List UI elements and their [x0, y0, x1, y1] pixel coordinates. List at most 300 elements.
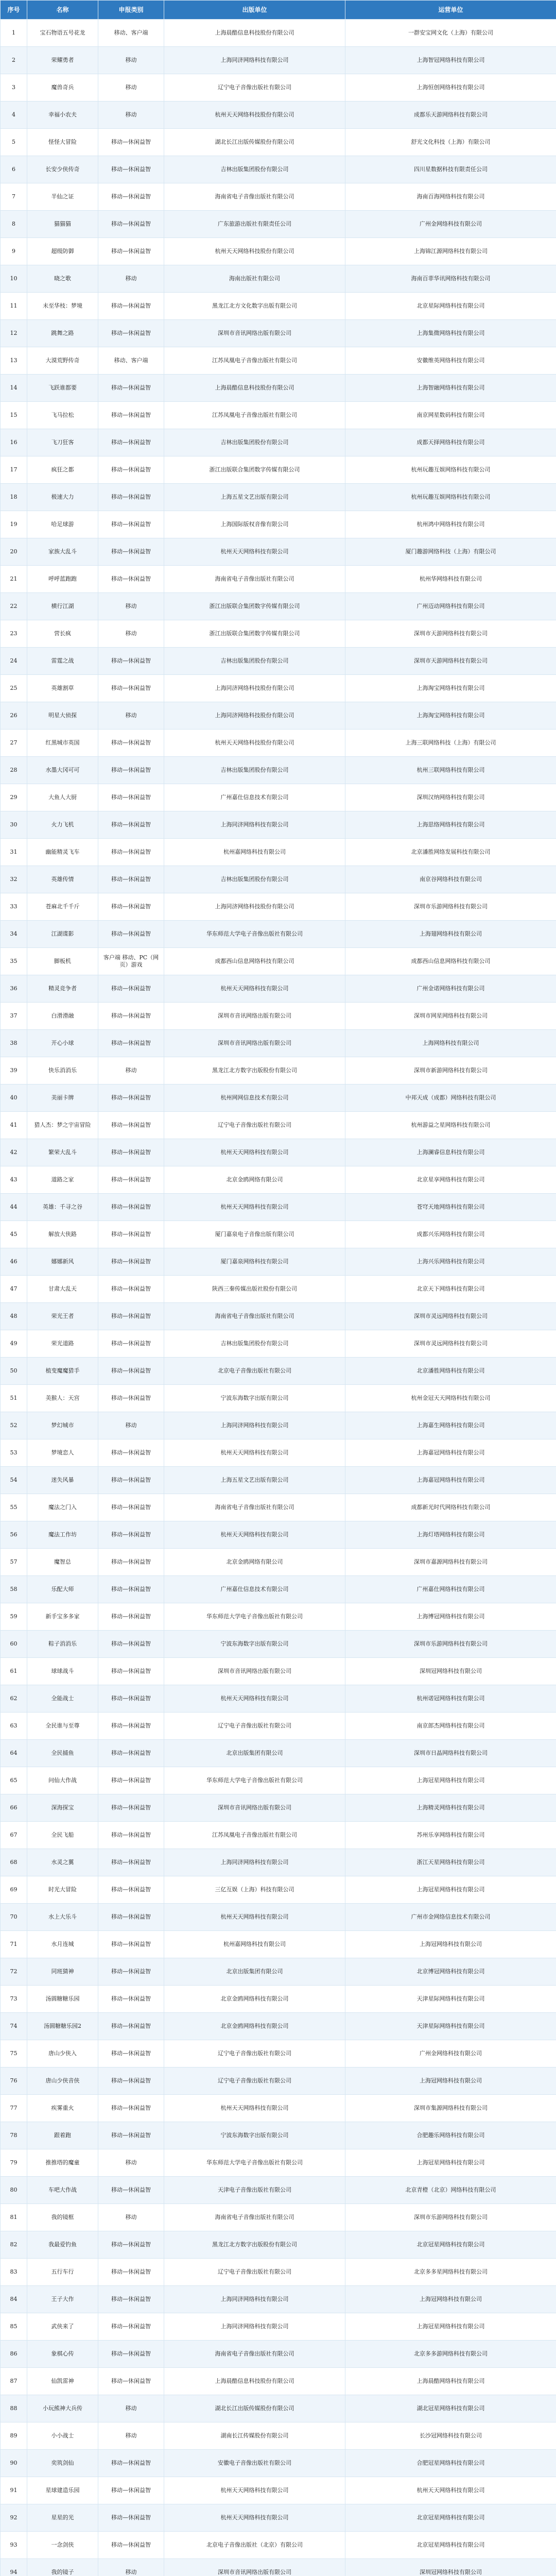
cell-category: 移动—休闲益智 [98, 2341, 164, 2368]
cell-no: 83 [1, 2259, 27, 2286]
cell-category: 移动—休闲益智 [98, 320, 164, 347]
column-header-publisher: 出版单位 [164, 1, 345, 20]
cell-category: 移动 [98, 2204, 164, 2231]
table-row [1, 2368, 556, 2395]
table-row [1, 1958, 556, 1986]
cell-no: 59 [1, 1603, 27, 1631]
cell-category: 移动—休闲益智 [98, 866, 164, 893]
table-row [1, 2177, 556, 2204]
cell-operator: 上海三联网络科技（上海）有限公司 [345, 730, 556, 757]
cell-operator: 广州金网络科技有限公司 [345, 211, 556, 238]
cell-operator: 杭州鸿中网络科技有限公司 [345, 511, 556, 538]
cell-publisher: 杭州天天网络科技有限公司 [164, 1904, 345, 1931]
table-row [1, 1658, 556, 1685]
cell-operator: 深圳市乐游网络科技有限公司 [345, 2204, 556, 2231]
column-header-no: 序号 [1, 1, 27, 20]
cell-category: 移动—休闲益智 [98, 2231, 164, 2259]
cell-no: 34 [1, 921, 27, 948]
cell-operator: 广州金诺网络科技有限公司 [345, 975, 556, 1003]
cell-no: 44 [1, 1194, 27, 1221]
cell-publisher: 辽宁电子音像出版社有限公司 [164, 2259, 345, 2286]
cell-name: 快乐消消乐 [27, 1057, 98, 1084]
table-row [1, 2559, 556, 2576]
cell-operator: 上海精灵网络科技有限公司 [345, 1794, 556, 1822]
cell-name: 小玩熊神大兵传 [27, 2395, 98, 2422]
cell-no: 68 [1, 1849, 27, 1876]
cell-operator: 上海嘉冠网络科技有限公司 [345, 1439, 556, 1467]
cell-operator: 苍穹天地网络科技有限公司 [345, 1194, 556, 1221]
cell-category: 移动—休闲益智 [98, 484, 164, 511]
cell-category: 移动—休闲益智 [98, 1221, 164, 1248]
cell-operator: 北京多多星网络科技有限公司 [345, 2259, 556, 2286]
table-row [1, 1876, 556, 1904]
cell-name: 我的镜框 [27, 2204, 98, 2231]
cell-category: 移动—休闲益智 [98, 1767, 164, 1794]
cell-no: 89 [1, 2422, 27, 2450]
cell-category: 移动 [98, 2422, 164, 2450]
cell-publisher: 厦门嘉泉电子音像出版有限公司 [164, 1221, 345, 1248]
table-row [1, 1439, 556, 1467]
cell-operator: 合肥趣乐网络科技有限公司 [345, 2122, 556, 2149]
cell-operator: 上海嘉生网络科技有限公司 [345, 1412, 556, 1439]
table-row [1, 2341, 556, 2368]
cell-category: 客户端 移动、PC（网页）游戏 [98, 948, 164, 975]
table-row [1, 1248, 556, 1276]
cell-name: 甘肃大乱天 [27, 1276, 98, 1303]
cell-no: 24 [1, 648, 27, 675]
cell-no: 53 [1, 1439, 27, 1467]
cell-operator: 杭州华网络科技有限公司 [345, 566, 556, 593]
cell-name: 幸福小农夫 [27, 101, 98, 129]
cell-no: 56 [1, 1521, 27, 1549]
table-row [1, 1276, 556, 1303]
cell-name: 明星大侦探 [27, 702, 98, 730]
table-row [1, 1794, 556, 1822]
cell-no: 36 [1, 975, 27, 1003]
cell-name: 我最爱钓鱼 [27, 2231, 98, 2259]
cell-name: 象棋心传 [27, 2341, 98, 2368]
cell-publisher: 海南省电子音像出版社有限公司 [164, 1303, 345, 1330]
cell-name: 疯狂之都 [27, 456, 98, 484]
cell-name: 唐山少侠音侠 [27, 2067, 98, 2095]
cell-publisher: 上海同济网络科技有限公司 [164, 2286, 345, 2313]
cell-operator: 深圳市灵远网络科技有限公司 [345, 1303, 556, 1330]
cell-operator: 北京天下网络科技有限公司 [345, 1276, 556, 1303]
cell-category: 移动—休闲益智 [98, 1986, 164, 2013]
cell-publisher: 北京电子音像出版社（北京）有限公司 [164, 2532, 345, 2559]
cell-name: 我的镜子 [27, 2559, 98, 2576]
cell-no: 4 [1, 101, 27, 129]
table-row [1, 2313, 556, 2341]
table-row [1, 1904, 556, 1931]
cell-publisher: 上海同济网络科技股份有限公司 [164, 893, 345, 921]
cell-publisher: 湖南长江传媒股份有限公司 [164, 2422, 345, 2450]
cell-category: 移动—休闲益智 [98, 402, 164, 429]
cell-publisher: 上海同济网络科技股份有限公司 [164, 702, 345, 730]
table-row [1, 101, 556, 129]
cell-category: 移动—休闲益智 [98, 784, 164, 811]
cell-name: 苍麻北千千斤 [27, 893, 98, 921]
cell-operator: 深圳市日晶网络科技有限公司 [345, 1740, 556, 1767]
table-row [1, 484, 556, 511]
cell-publisher: 上海晨酷信息科技股份有限公司 [164, 2368, 345, 2395]
cell-operator: 上海智冠网络科技有限公司 [345, 47, 556, 74]
cell-name: 魔法之门入 [27, 1494, 98, 1521]
cell-publisher: 杭州天天网络科技有限公司 [164, 975, 345, 1003]
cell-no: 40 [1, 1084, 27, 1112]
cell-no: 69 [1, 1876, 27, 1904]
cell-no: 16 [1, 429, 27, 456]
table-row [1, 74, 556, 101]
table-row [1, 1740, 556, 1767]
cell-no: 86 [1, 2341, 27, 2368]
cell-name: 长安少侠传奇 [27, 156, 98, 183]
cell-no: 6 [1, 156, 27, 183]
cell-category: 移动—休闲益智 [98, 2177, 164, 2204]
cell-no: 11 [1, 293, 27, 320]
column-header-operator: 运营单位 [345, 1, 556, 20]
cell-operator: 广州金网络科技有限公司 [345, 2040, 556, 2067]
table-row [1, 238, 556, 265]
cell-operator: 上海冠星网络科技有限公司 [345, 2149, 556, 2177]
table-row [1, 1330, 556, 1358]
cell-category: 移动—休闲益智 [98, 2532, 164, 2559]
cell-publisher: 杭州天天网络科技有限公司 [164, 1139, 345, 1166]
cell-category: 移动—休闲益智 [98, 757, 164, 784]
cell-publisher: 浙江出版联合集团数字传媒有限公司 [164, 593, 345, 620]
cell-publisher: 安徽电子音像出版社有限公司 [164, 2450, 345, 2477]
table-row [1, 183, 556, 211]
cell-name: 大鱼人大厨 [27, 784, 98, 811]
cell-publisher: 北京金鸥网络科技有限公司 [164, 1986, 345, 2013]
cell-name: 唐山少侠入 [27, 2040, 98, 2067]
cell-publisher: 上海同济网络科技有限公司 [164, 1849, 345, 1876]
cell-category: 移动—休闲益智 [98, 1385, 164, 1412]
cell-name: 武侠来了 [27, 2313, 98, 2341]
cell-publisher: 深圳市音讯网络出版有限公司 [164, 320, 345, 347]
cell-no: 67 [1, 1822, 27, 1849]
cell-operator: 北京冠星网络科技有限公司 [345, 2231, 556, 2259]
cell-name: 飞跃谁都要 [27, 375, 98, 402]
cell-publisher: 宁波东海数字出版有限公司 [164, 1385, 345, 1412]
cell-operator: 长沙冠网络科技有限公司 [345, 2422, 556, 2450]
table-row [1, 429, 556, 456]
cell-no: 31 [1, 839, 27, 866]
table-row [1, 675, 556, 702]
cell-category: 移动—休闲益智 [98, 1876, 164, 1904]
cell-category: 移动—休闲益智 [98, 1658, 164, 1685]
cell-operator: 天津星际网络科技有限公司 [345, 1986, 556, 2013]
table-row [1, 1084, 556, 1112]
cell-name: 魔智总 [27, 1549, 98, 1576]
cell-name: 道路之家 [27, 1166, 98, 1194]
cell-no: 52 [1, 1412, 27, 1439]
cell-operator: 南京郎杰网络科技有限公司 [345, 1713, 556, 1740]
cell-publisher: 吉林出版集团股份有限公司 [164, 757, 345, 784]
cell-no: 54 [1, 1467, 27, 1494]
cell-no: 93 [1, 2532, 27, 2559]
cell-category: 移动—休闲益智 [98, 1521, 164, 1549]
cell-no: 79 [1, 2149, 27, 2177]
cell-name: 推推塔的魔童 [27, 2149, 98, 2177]
cell-publisher: 深圳市音讯网络出版有限公司 [164, 1003, 345, 1030]
cell-no: 73 [1, 1986, 27, 2013]
cell-publisher: 杭州天天网络科技有限公司 [164, 1439, 345, 1467]
cell-no: 21 [1, 566, 27, 593]
cell-category: 移动 [98, 620, 164, 648]
cell-publisher: 上海晨酷信息科技股份有限公司 [164, 375, 345, 402]
cell-category: 移动—休闲益智 [98, 211, 164, 238]
cell-no: 2 [1, 47, 27, 74]
cell-operator: 杭州金冠天天网络科技有限公司 [345, 1385, 556, 1412]
cell-publisher: 华东师范大学电子音像出版社有限公司 [164, 1767, 345, 1794]
table-row [1, 648, 556, 675]
cell-name: 营长疯 [27, 620, 98, 648]
cell-no: 63 [1, 1713, 27, 1740]
cell-no: 66 [1, 1794, 27, 1822]
cell-operator: 北京潘胜网络发展科技有限公司 [345, 839, 556, 866]
table-row [1, 1030, 556, 1057]
cell-operator: 深圳市嘉源网络科技有限公司 [345, 1549, 556, 1576]
cell-publisher: 上海同济网络科技有限公司 [164, 2313, 345, 2341]
cell-publisher: 杭州天天网络科技股份有限公司 [164, 238, 345, 265]
cell-no: 49 [1, 1330, 27, 1358]
cell-publisher: 海南省电子音像出版社有限公司 [164, 1494, 345, 1521]
cell-no: 50 [1, 1358, 27, 1385]
cell-no: 20 [1, 538, 27, 566]
cell-category: 移动—休闲益智 [98, 1603, 164, 1631]
cell-publisher: 湖北长江出版传媒股份有限公司 [164, 129, 345, 156]
cell-operator: 杭州天天网络科技有限公司 [345, 2477, 556, 2504]
cell-publisher: 上海同济网络科技有限公司 [164, 1412, 345, 1439]
cell-name: 英雄割草 [27, 675, 98, 702]
cell-operator: 安徽维英网络科技有限公司 [345, 347, 556, 375]
cell-publisher: 广州嘉仕信息技术有限公司 [164, 784, 345, 811]
cell-category: 移动 [98, 1057, 164, 1084]
cell-category: 移动—休闲益智 [98, 293, 164, 320]
cell-no: 65 [1, 1767, 27, 1794]
cell-name: 繁荣大乱斗 [27, 1139, 98, 1166]
cell-category: 移动—休闲益智 [98, 2095, 164, 2122]
table-row [1, 538, 556, 566]
cell-no: 38 [1, 1030, 27, 1057]
cell-category: 移动—休闲益智 [98, 566, 164, 593]
cell-name: 水墨大冈可可 [27, 757, 98, 784]
table-row [1, 1166, 556, 1194]
cell-name: 汤圆糖糖乐园 [27, 1986, 98, 2013]
cell-category: 移动—休闲益智 [98, 2477, 164, 2504]
cell-name: 乐配大师 [27, 1576, 98, 1603]
cell-operator: 杭州玩趣互娱网络科技有限公司 [345, 456, 556, 484]
cell-operator: 上海网络科技有限公司 [345, 1030, 556, 1057]
table-row [1, 2095, 556, 2122]
cell-name: 超级防御 [27, 238, 98, 265]
cell-category: 移动—休闲益智 [98, 1958, 164, 1986]
cell-category: 移动 [98, 2395, 164, 2422]
cell-category: 移动—休闲益智 [98, 2450, 164, 2477]
cell-no: 64 [1, 1740, 27, 1767]
cell-operator: 深圳市新游网络科技有限公司 [345, 1057, 556, 1084]
cell-name: 英雄：千寻之谷 [27, 1194, 98, 1221]
cell-publisher: 陕西三秦传媒出版社股份有限公司 [164, 1276, 345, 1303]
cell-name: 荣光道路 [27, 1330, 98, 1358]
cell-category: 移动—休闲益智 [98, 675, 164, 702]
cell-operator: 上海冠网络科技有限公司 [345, 1931, 556, 1958]
cell-name: 奕筑剑仙 [27, 2450, 98, 2477]
cell-publisher: 江苏凤凰电子音像出版社有限公司 [164, 347, 345, 375]
cell-no: 26 [1, 702, 27, 730]
cell-publisher: 杭州天天网络科技有限公司 [164, 2095, 345, 2122]
table-row [1, 893, 556, 921]
cell-operator: 深圳冠网络科技有限公司 [345, 1658, 556, 1685]
cell-name: 星球建造乐园 [27, 2477, 98, 2504]
cell-publisher: 杭州嘉网络科技有限公司 [164, 1931, 345, 1958]
cell-name: 魔兽奇兵 [27, 74, 98, 101]
cell-publisher: 吉林出版集团股份有限公司 [164, 156, 345, 183]
cell-operator: 成都天择网络科技有限公司 [345, 429, 556, 456]
table-row [1, 47, 556, 74]
cell-operator: 北京星享网络科技有限公司 [345, 1166, 556, 1194]
table-row [1, 811, 556, 839]
cell-category: 移动—休闲益智 [98, 1794, 164, 1822]
table-row [1, 1986, 556, 2013]
cell-publisher: 北京出版集团有限公司 [164, 1958, 345, 1986]
cell-name: 同班猜神 [27, 1958, 98, 1986]
cell-publisher: 海南省电子音像出版社有限公司 [164, 2204, 345, 2231]
table-row [1, 1521, 556, 1549]
cell-operator: 深圳市天游网络科技有限公司 [345, 648, 556, 675]
cell-operator: 南京网星数码科技有限公司 [345, 402, 556, 429]
cell-no: 33 [1, 893, 27, 921]
cell-operator: 上海翅网络科技有限公司 [345, 921, 556, 948]
cell-operator: 深圳市网星网络科技有限公司 [345, 1003, 556, 1030]
cell-name: 解放大侠路 [27, 1221, 98, 1248]
cell-name: 火力飞机 [27, 811, 98, 839]
cell-publisher: 深圳市音讯网络出版有限公司 [164, 1794, 345, 1822]
cell-category: 移动 [98, 593, 164, 620]
table-row [1, 1549, 556, 1576]
cell-no: 91 [1, 2477, 27, 2504]
cell-name: 疾雾重火 [27, 2095, 98, 2122]
table-row [1, 2204, 556, 2231]
cell-category: 移动—休闲益智 [98, 730, 164, 757]
table-row [1, 511, 556, 538]
cell-operator: 上海兴乐网络科技有限公司 [345, 1248, 556, 1276]
cell-name: 红黑城市英国 [27, 730, 98, 757]
table-header [1, 1, 556, 20]
table-row [1, 2067, 556, 2095]
cell-publisher: 湖北长江出版传媒股份有限公司 [164, 2395, 345, 2422]
cell-operator: 上海冠星网络科技有限公司 [345, 2313, 556, 2341]
cell-operator: 合肥冠星网络科技有限公司 [345, 2450, 556, 2477]
cell-name: 跳舞之路 [27, 320, 98, 347]
table-row [1, 975, 556, 1003]
cell-operator: 广州市金网络信息技术有限公司 [345, 1904, 556, 1931]
table-row [1, 1467, 556, 1494]
cell-no: 46 [1, 1248, 27, 1276]
cell-operator: 舒光文化科技（上海）有限公司 [345, 129, 556, 156]
cell-name: 大漠荒野传奇 [27, 347, 98, 375]
cell-name: 晓之歌 [27, 265, 98, 293]
cell-no: 22 [1, 593, 27, 620]
cell-category: 移动 [98, 47, 164, 74]
cell-operator: 深圳冠网络科技有限公司 [345, 2559, 556, 2576]
cell-operator: 上海淘宝网络科技有限公司 [345, 675, 556, 702]
table-row [1, 456, 556, 484]
cell-category: 移动—休闲益智 [98, 1276, 164, 1303]
cell-operator: 北京冠星网络科技有限公司 [345, 2504, 556, 2532]
cell-publisher: 海南省电子音像出版社有限公司 [164, 2341, 345, 2368]
cell-operator: 深圳市天游网络科技有限公司 [345, 620, 556, 648]
cell-name: 植变魔魔猎手 [27, 1358, 98, 1385]
table-row [1, 1631, 556, 1658]
table-row [1, 1303, 556, 1330]
cell-operator: 海南百菲华讯网络科技有限公司 [345, 265, 556, 293]
cell-name: 美猴人：天宫 [27, 1385, 98, 1412]
cell-category: 移动—休闲益智 [98, 2368, 164, 2395]
cell-operator: 广州迈动网络科技有限公司 [345, 593, 556, 620]
cell-no: 17 [1, 456, 27, 484]
cell-publisher: 宁波东海数字出版有限公司 [164, 2122, 345, 2149]
cell-name: 迷失风暴 [27, 1467, 98, 1494]
cell-operator: 深圳市乐游网络科技有限公司 [345, 1631, 556, 1658]
cell-name: 极速大力 [27, 484, 98, 511]
cell-name: 半仙之证 [27, 183, 98, 211]
cell-no: 5 [1, 129, 27, 156]
cell-no: 42 [1, 1139, 27, 1166]
table-row [1, 1112, 556, 1139]
cell-publisher: 杭州天天网络科技股份有限公司 [164, 730, 345, 757]
table-row [1, 1767, 556, 1794]
cell-name: 未至华枝：梦境 [27, 293, 98, 320]
cell-category: 移动、客户端 [98, 20, 164, 47]
cell-category: 移动—休闲益智 [98, 511, 164, 538]
cell-no: 61 [1, 1658, 27, 1685]
cell-category: 移动—休闲益智 [98, 2286, 164, 2313]
cell-category: 移动—休闲益智 [98, 1084, 164, 1112]
cell-category: 移动—休闲益智 [98, 648, 164, 675]
table-row [1, 1822, 556, 1849]
cell-category: 移动—休闲益智 [98, 1576, 164, 1603]
cell-operator: 成都兴乐网络科技有限公司 [345, 1221, 556, 1248]
table-row [1, 402, 556, 429]
cell-operator: 上海博冠网络科技有限公司 [345, 1603, 556, 1631]
cell-category: 移动 [98, 265, 164, 293]
table-row [1, 948, 556, 975]
cell-no: 55 [1, 1494, 27, 1521]
cell-publisher: 杭州天天网络科技股份有限公司 [164, 101, 345, 129]
cell-publisher: 杭州网网信息技术有限公司 [164, 1084, 345, 1112]
cell-publisher: 杭州天天网络科技有限公司 [164, 2504, 345, 2532]
cell-name: 五行车行 [27, 2259, 98, 2286]
cell-publisher: 宁波东海数字出版有限公司 [164, 1631, 345, 1658]
cell-publisher: 海南出版社有限公司 [164, 265, 345, 293]
cell-publisher: 浙江出版联合集团数字传媒有限公司 [164, 620, 345, 648]
cell-name: 王子大作 [27, 2286, 98, 2313]
cell-no: 43 [1, 1166, 27, 1194]
cell-operator: 北京博冠网络科技有限公司 [345, 1958, 556, 1986]
cell-no: 15 [1, 402, 27, 429]
cell-category: 移动—休闲益智 [98, 1494, 164, 1521]
cell-category: 移动—休闲益智 [98, 1330, 164, 1358]
cell-operator: 深圳市集源网络科技有限公司 [345, 2095, 556, 2122]
cell-category: 移动—休闲益智 [98, 1112, 164, 1139]
cell-publisher: 上海同济网络科技股份有限公司 [164, 675, 345, 702]
table-row [1, 1849, 556, 1876]
table-row [1, 320, 556, 347]
cell-publisher: 杭州天天网络科技有限公司 [164, 2477, 345, 2504]
cell-name: 江湖谍影 [27, 921, 98, 948]
